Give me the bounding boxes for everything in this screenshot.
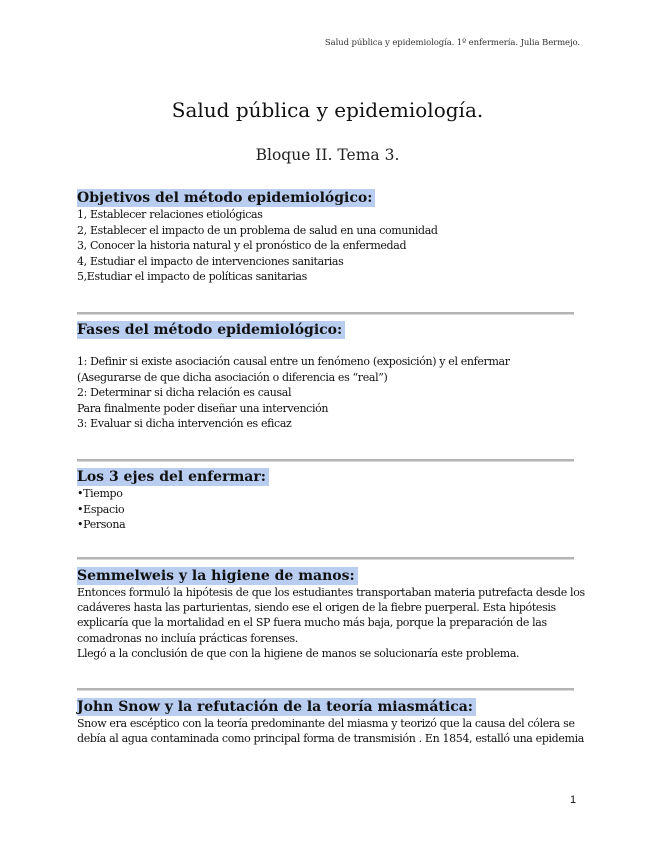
document-title: Salud pública y epidemiología.: [171, 98, 484, 122]
section-semmelweis: [77, 565, 585, 661]
objetivos-list: [77, 207, 577, 285]
paragraph-line: explicaría que la mortalidad en el SP fuera mucho más baja, porque la preparación de las: [77, 616, 547, 630]
paragraph-line: comadronas no incluía prácticas forenses.: [77, 631, 298, 645]
list-item: (Asegurarse de que dicha asociación o diferencia es “real”): [77, 370, 388, 384]
list-item: 1, Establecer relaciones etiológicas: [77, 208, 263, 221]
section-fases: [77, 319, 577, 432]
list-item: 5,Estudiar el impacto de políticas sanitarias: [77, 270, 307, 283]
running-header: Salud pública y epidemiología. 1º enfermería. Julia Bermejo.: [324, 38, 580, 48]
list-item: 1: Definir si existe asociación causal entre un fenómeno (exposición) y el enfermar: [77, 355, 510, 368]
list-item: •Tiempo: [77, 487, 123, 500]
paragraph-line: Snow era escéptico con la teoría predominante del miasma y teorizó que la causa del cólera se: [77, 717, 575, 730]
john-snow-paragraph: [77, 716, 584, 746]
paragraph-line: Entonces formuló la hipótesis de que los estudiantes transportaban materia putrefacta desde los: [77, 586, 585, 599]
section-ejes: [77, 466, 577, 533]
paragraph-line: Llegó a la conclusión de que con la higiene de manos se solucionaría este problema.: [77, 646, 520, 660]
list-item: 2, Establecer el impacto de un problema de salud en una comunidad: [77, 223, 438, 237]
paragraph-line: cadáveres hasta las parturientas, siendo ese el origen de la fiebre puerperal. Esta hipótesis: [77, 601, 556, 615]
section-divider: [77, 312, 574, 315]
paragraph-line: debía al agua contaminada como principal forma de transmisión . En 1854, estalló una epidemia: [77, 732, 584, 746]
document-subtitle: Bloque II. Tema 3.: [255, 146, 400, 164]
page-number: 1: [570, 794, 577, 806]
section-divider: [77, 688, 574, 691]
section-heading: John Snow y la refutación de la teoría miasmática:: [77, 698, 476, 716]
list-item: 3, Conocer la historia natural y el pronóstico de la enfermedad: [77, 239, 407, 252]
list-item: 2: Determinar si dicha relación es causal: [77, 386, 292, 399]
section-heading: Fases del método epidemiológico:: [77, 321, 345, 339]
list-item: •Persona: [77, 518, 126, 531]
list-item: Para finalmente poder diseñar una intervención: [77, 401, 329, 415]
ejes-list: [77, 486, 577, 533]
list-item: 4, Estudiar el impacto de intervenciones sanitarias: [77, 254, 344, 268]
list-item: •Espacio: [77, 502, 125, 516]
section-heading: Semmelweis y la higiene de manos:: [77, 567, 358, 585]
section-heading: Objetivos del método epidemiológico:: [77, 189, 375, 207]
semmelweis-paragraph: [77, 585, 585, 661]
section-divider: [77, 459, 574, 462]
section-john-snow: [77, 696, 584, 746]
fases-list: [77, 354, 577, 432]
list-item: 3: Evaluar si dicha intervención es eficaz: [77, 417, 292, 430]
section-divider: [77, 557, 574, 560]
section-objetivos: [77, 187, 577, 285]
section-heading: Los 3 ejes del enfermar:: [77, 468, 269, 486]
